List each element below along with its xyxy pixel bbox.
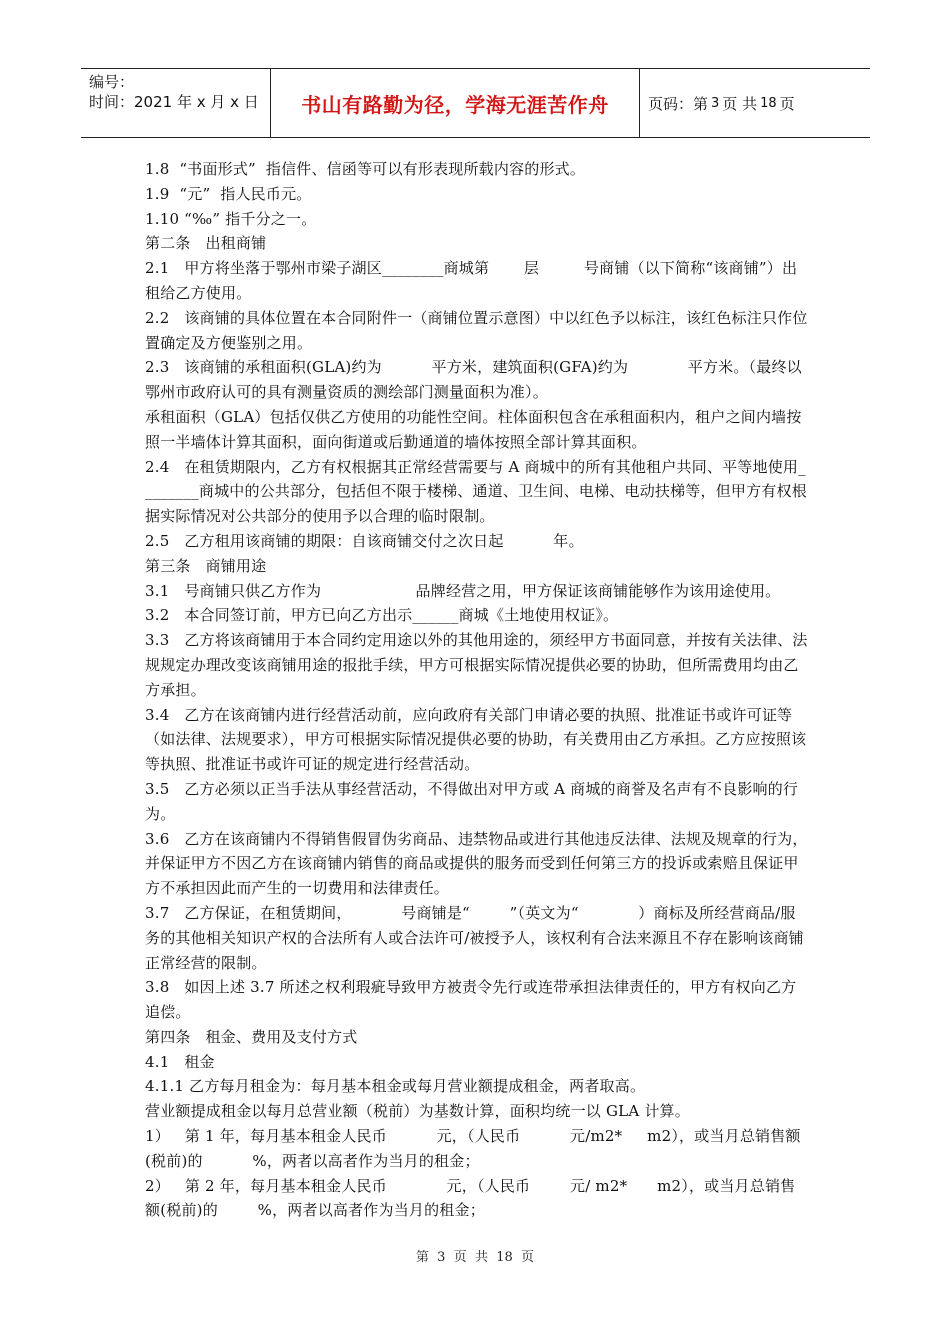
header-page-info [640,69,870,137]
page-total: 18 [760,95,777,111]
section-heading: 第四条 租金、费用及支付方式 [145,1027,358,1046]
paragraph: 2.1 甲方将坐落于鄂州市梁子湖区________商城第 层 号商铺（以下简称“该商铺”）出租给乙方使用。 [145,259,798,302]
paragraph: 4.1.1 乙方每月租金为：每月基本租金或每月营业额提成租金，两者取高。 [145,1077,646,1096]
paragraph: 3.7 乙方保证，在租赁期间， 号商铺是“ ”（英文为“ ）商标及所经营商品/服务的其他相关知识产权的合法所有人或合法许可/被授予人，该权利有合法来源且不存在影响该商铺正常经营的限制。 [145,903,804,972]
page-prefix: 页码：第 [648,94,709,113]
serial-label: 编号： [89,73,135,91]
paragraph: 营业额提成租金以每月总营业额（税前）为基数计算，面积均统一以 GLA 计算。 [145,1102,690,1121]
page-header [81,68,870,138]
header-motto: 书山有路勤为径，学海无涯苦作舟 [271,69,640,137]
paragraph: 3.6 乙方在该商铺内不得销售假冒伪劣商品、违禁物品或进行其他违反法律、法规及规章的行为，并保证甲方不因乙方在该商铺内销售的商品或提供的服务而受到任何第三方的投诉或索赔且保证甲方不承担因此而产生的一切费用和法律责任。 [145,829,808,898]
paragraph: 3.3 乙方将该商铺用于本合同约定用途以外的其他用途的，须经甲方书面同意，并按有关法律、法规规定办理改变该商铺用途的报批手续，甲方可根据实际情况提供必要的协助，但所需费用均由乙方承担。 [145,631,808,699]
document-body [145,157,810,1223]
paragraph: 2.2 该商铺的具体位置在本合同附件一（商铺位置示意图）中以红色予以标注，该红色标注只作位置确定及方便鉴别之用。 [145,308,808,352]
paragraph: 承租面积（GLA）包括仅供乙方使用的功能性空间。柱体面积包含在承租面积内，租户之间内墙按照一半墙体计算其面积，面向街道或后勤通道的墙体按照全部计算其面积。 [145,407,802,451]
paragraph: 4.1 租金 [145,1052,215,1071]
section-heading: 第三条 商铺用途 [145,556,267,575]
paragraph: 2.4 在租赁期限内，乙方有权根据其正常经营需要与 A 商城中的所有其他租户共同、平等地使用________商城中的公共部分，包括但不限于楼梯、通道、卫生间、电梯、电动扶梯等，但甲方有权根据实际情况对公共部分的使用予以合理的临时限制。 [145,457,807,526]
time-label: 时间：2021 年 x 月 x 日 [89,93,259,111]
header-meta [81,69,271,137]
section-heading: 第二条 出租商铺 [145,234,267,253]
paragraph: 3.1 号商铺只供乙方作为 品牌经营之用，甲方保证该商铺能够作为该用途使用。 [145,581,781,600]
paragraph: 1.10 “‰” 指千分之一。 [145,209,317,228]
paragraph: 2.3 该商铺的承租面积(GLA)约为 平方米，建筑面积(GFA)约为 平方米。（最终以鄂州市政府认可的具有测量资质的测绘部门测量面积为准）。 [145,358,802,402]
paragraph: 3.5 乙方必须以正当手法从事经营活动，不得做出对甲方或 A 商城的商誉及名声有不良影响的行为。 [145,779,799,823]
paragraph: 2.5 乙方租用该商铺的期限：自该商铺交付之次日起 年。 [145,531,584,550]
paragraph: 3.4 乙方在该商铺内进行经营活动前，应向政府有关部门申请必要的执照、批准证书或许可证等（如法律、法规要求），甲方可根据实际情况提供必要的协助，有关费用由乙方承担。乙方应按照该等执照、批准证书或许可证的规定进行经营活动。 [145,705,807,774]
paragraph: 1.9 “元” 指人民币元。 [145,184,312,203]
paragraph: 1.8 “书面形式” 指信件、信函等可以有形表现所载内容的形式。 [145,160,586,178]
page-current: 3 [711,95,720,111]
paragraph: 1） 第 1 年，每月基本租金人民币 元，（人民币 元/m2* m2），或当月总销售额(税前)的 %，两者以高者作为当月的租金； [145,1127,801,1170]
page-footer: 第 3 页 共 18 页 [415,1250,535,1265]
page-suffix: 页 [779,94,795,113]
paragraph: 3.2 本合同签订前，甲方已向乙方出示______商城《土地使用权证》。 [145,606,619,625]
page-middle: 页 共 [722,94,758,113]
paragraph: 2） 第 2 年，每月基本租金人民币 元，（人民币 元/ m2* m2），或当月总销售额(税前)的 %，两者以高者作为当月的租金； [145,1176,796,1220]
paragraph: 3.8 如因上述 3.7 所述之权利瑕疵导致甲方被责令先行或连带承担法律责任的，甲方有权向乙方追偿。 [145,978,797,1022]
